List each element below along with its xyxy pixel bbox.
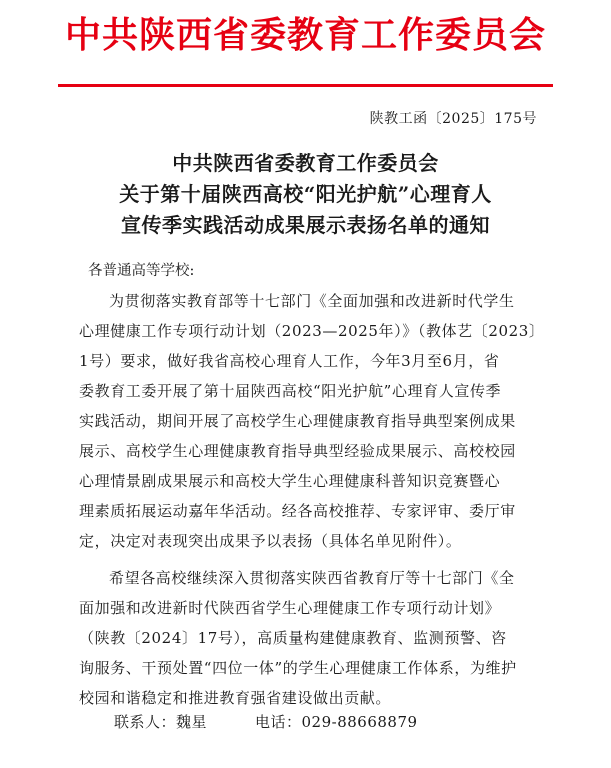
- text-line: 理素质拓展运动嘉年华活动。经各高校推荐、专家评审、委厅审: [79, 502, 516, 520]
- salutation: 各普通高等学校:: [88, 263, 195, 279]
- paragraph-1: [79, 286, 545, 556]
- notice-title: [0, 148, 611, 241]
- text-line: 面加强和改进新时代陕西省学生心理健康工作专项行动计划》: [79, 599, 501, 617]
- text-line: 校园和谐稳定和推进教育强省建设做出贡献。: [79, 689, 392, 707]
- masthead-title: 中共陕西省委教育工作委员会: [64, 15, 546, 56]
- title-line: 宣传季实践活动成果展示表扬名单的通知: [121, 213, 490, 237]
- contact-info: [114, 709, 418, 735]
- text-line: 心理健康工作专项行动计划（2023—2025年）》（教体艺〔2023〕: [79, 322, 545, 340]
- text-line: 1号）要求，做好我省高校心理育人工作，今年3月至6月，省: [79, 352, 500, 370]
- text-line: 心理情景剧成果展示和高校大学生心理健康科普知识竞赛暨心: [79, 472, 501, 490]
- text-line: 希望各高校继续深入贯彻落实陕西省教育厅等十七部门《全: [109, 569, 515, 587]
- title-line: 中共陕西省委教育工作委员会: [172, 151, 439, 175]
- contact-person: 联系人：魏星: [114, 713, 208, 731]
- text-line: （陕教〔2024〕17号），高质量构建健康教育、监测预警、咨: [79, 629, 507, 647]
- text-line: 委教育工委开展了第十届陕西高校“阳光护航”心理育人宣传季: [79, 382, 502, 400]
- red-divider-line: [58, 84, 553, 87]
- text-line: 实践活动，期间开展了高校学生心理健康教育指导典型案例成果: [79, 412, 516, 430]
- paragraph-2: [79, 563, 541, 713]
- text-line: 展示、高校学生心理健康教育指导典型经验成果展示、高校校园: [79, 442, 516, 460]
- document-number: 陕教工函〔2025〕175号: [369, 111, 537, 127]
- text-line: 为贯彻落实教育部等十七部门《全面加强和改进新时代学生: [109, 292, 515, 310]
- text-line: 询服务、干预处置“四位一体”的学生心理健康工作体系，为维护: [79, 659, 517, 677]
- text-line: 定，决定对表现突出成果予以表扬（具体名单见附件）。: [79, 532, 462, 550]
- title-line: 关于第十届陕西高校“阳光护航”心理育人: [119, 182, 492, 206]
- contact-phone: 电话：029-88668879: [255, 713, 418, 731]
